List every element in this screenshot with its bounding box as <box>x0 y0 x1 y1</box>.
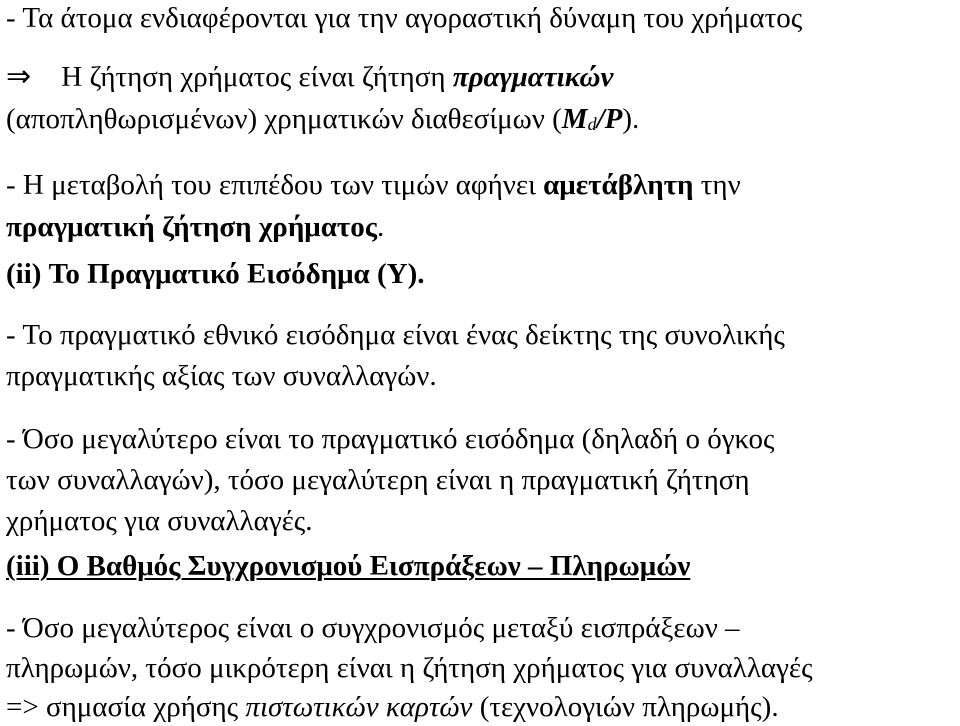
text-line-15: => σημασία χρήσης <box>6 691 246 723</box>
emphasis-unchanged: αμετάβλητη <box>543 169 694 201</box>
paragraph-line-14 <box>6 650 813 686</box>
paragraph-line-8 <box>6 358 437 394</box>
implies-arrow-icon: ⇒ <box>6 59 32 94</box>
text-line-4: - Η μεταβολή του επιπέδου των τιμών αφήνει <box>6 169 544 201</box>
text-line-7: - Το πραγματικό εθνικό εισόδημα είναι ένας δείκτης της συνολικής <box>6 319 785 351</box>
text-line-9: - Όσο μεγαλύτερο είναι το πραγματικό εισόδημα (δηλαδή ο όγκος <box>6 423 775 455</box>
text-line-13: - Όσο μεγαλύτερος είναι ο συγχρονισμός μεταξύ εισπράξεων – <box>6 612 740 644</box>
text-line-3-end: ). <box>622 103 640 135</box>
paragraph-line-4 <box>6 167 741 203</box>
paragraph-line-3 <box>6 101 639 137</box>
text-line-3: (αποπληθωρισμένων) χρηματικών διαθεσίμων ( <box>6 103 562 135</box>
paragraph-line-2 <box>6 59 613 95</box>
text-line-10: των συναλλαγών), τόσο μεγαλύτερη είναι η πραγματική ζήτηση <box>6 464 750 496</box>
paragraph-line-7 <box>6 317 785 353</box>
paragraph-line-1 <box>6 0 802 36</box>
money-demand-symbol: M <box>561 103 588 135</box>
text-line-2: Η ζήτηση χρήματος είναι ζήτηση <box>54 61 453 93</box>
text-line-1: - Τα άτομα ενδιαφέρονται για την αγοραστική δύναμη του χρήματος <box>6 2 803 34</box>
text-line-15-end: (τεχνολογιών πληρωμής). <box>472 691 779 723</box>
text-line-4-end: την <box>693 169 741 201</box>
paragraph-line-9 <box>6 421 775 457</box>
text-line-11: χρήματος για συναλλαγές. <box>6 505 313 537</box>
heading-synchronization <box>6 548 690 584</box>
emphasis-real-money-demand: πραγματική ζήτηση χρήματος <box>6 211 378 243</box>
paragraph-line-5 <box>6 209 384 245</box>
heading-real-income-text: (ii) Το Πραγματικό Εισόδημα (Y). <box>6 258 425 290</box>
heading-synchronization-text: (iii) Ο Βαθμός Συγχρονισμού Εισπράξεων – Πληρωμών <box>6 550 691 582</box>
text-line-14: πληρωμών, τόσο μικρότερη είναι η ζήτηση χρήματος για συναλλαγές <box>6 652 813 684</box>
money-demand-subscript: d <box>587 114 597 134</box>
paragraph-line-11 <box>6 503 313 539</box>
paragraph-line-13 <box>6 610 740 646</box>
paragraph-line-15 <box>6 689 779 725</box>
text-line-8: πραγματικής αξίας των συναλλαγών. <box>6 360 437 392</box>
text-line-5-end: . <box>377 211 385 243</box>
emphasis-real-word: πραγματικών <box>452 61 614 93</box>
emphasis-credit-cards: πιστωτικών καρτών <box>245 691 473 723</box>
heading-real-income <box>6 256 424 292</box>
price-level-symbol: /P <box>596 103 623 135</box>
paragraph-line-10 <box>6 462 750 498</box>
